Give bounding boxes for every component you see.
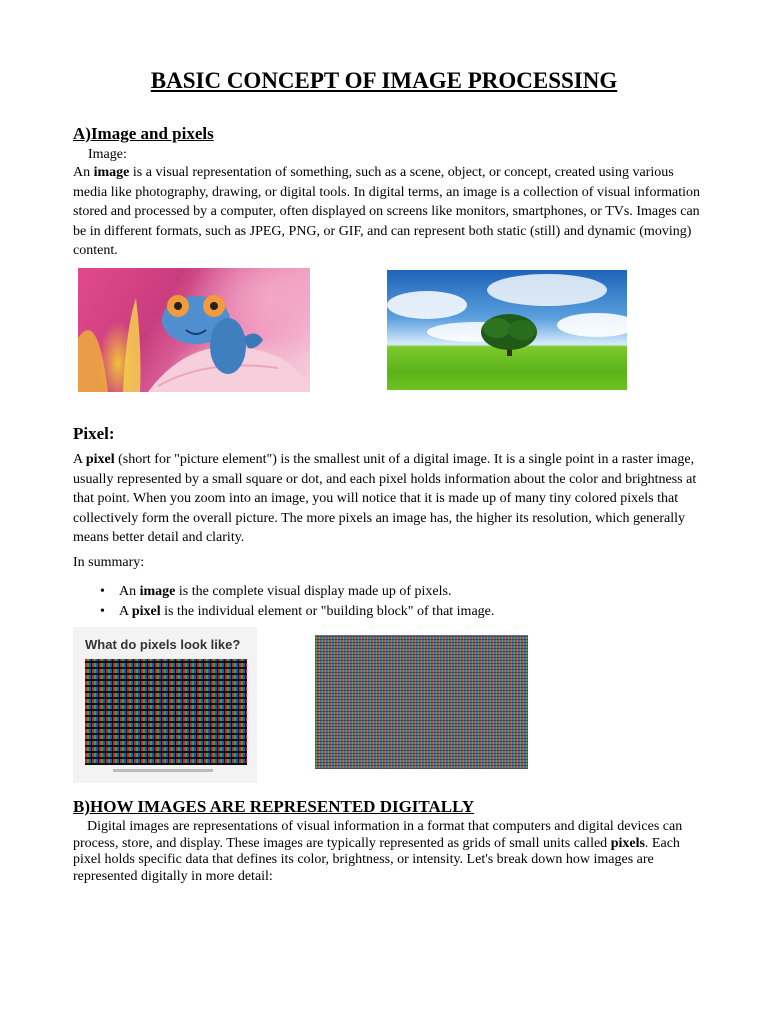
p2-bold-term: pixel xyxy=(85,452,115,467)
list-item xyxy=(100,582,494,602)
list-item xyxy=(100,602,494,622)
pixel-heading: Pixel: xyxy=(73,424,115,443)
bullet-2-rest: is the individual element or "building block" of that image. xyxy=(160,603,495,619)
tree-landscape-photo xyxy=(387,270,627,390)
section-a-heading: A)Image and pixels xyxy=(73,124,214,143)
p3-bold-term: pixels xyxy=(610,835,645,851)
bullet-2-bold: pixel xyxy=(131,603,161,619)
bullet-1-prefix: An xyxy=(119,584,140,599)
chameleon-photo xyxy=(78,268,310,392)
p3-prefix: Digital images are representations of visual information in a format that computers and digital devices can process, store, and display. These images are typically represented as grids of small units called xyxy=(73,819,683,851)
p1-prefix: An xyxy=(73,165,94,180)
pixels-diagram-figure xyxy=(73,627,257,783)
pixel-definition-paragraph xyxy=(73,450,703,548)
p2-prefix: A xyxy=(73,452,86,467)
summary-list xyxy=(100,582,494,621)
image-definition-paragraph xyxy=(73,163,703,261)
figure-footnote-line xyxy=(113,769,213,772)
section-b-heading: B)HOW IMAGES ARE REPRESENTED DIGITALLY xyxy=(73,797,475,816)
p2-rest: (short for "picture element") is the smallest unit of a digital image. It is a single point in a raster image, usually represented by a small square or dot, and each pixel holds information about the color and brightness at that point. When you zoom into an image, you will notice that it is made up of many tiny colored pixels that collectively form the overall picture. The more pixels an image has, the higher its resolution, which generally means better detail and clarity. xyxy=(73,452,697,545)
digital-representation-paragraph xyxy=(73,819,698,885)
p1-bold-term: image xyxy=(93,165,130,180)
bullet-2-prefix: A xyxy=(119,603,132,619)
image-label: Image: xyxy=(88,147,127,162)
bullet-1-rest: is the complete visual display made up of pixels. xyxy=(175,584,452,599)
zoomed-pixels-photo xyxy=(315,635,528,769)
summary-label: In summary: xyxy=(73,555,145,570)
p1-rest: is a visual representation of something, such as a scene, object, or concept, created using various media like photography, drawing, or digital tools. In digital terms, an image is a collection of visual information stored and processed by a computer, often displayed on screens like monitors, smartphones, or TVs. Images can be in different formats, such as JPEG, PNG, or GIF, and can represent both static (still) and dynamic (moving) content. xyxy=(73,165,701,258)
bullet-1-bold: image xyxy=(139,584,176,599)
rgb-subpixel-grid xyxy=(85,659,247,765)
page-title: BASIC CONCEPT OF IMAGE PROCESSING xyxy=(150,68,618,93)
pixels-figure-caption: What do pixels look like? xyxy=(85,637,241,652)
p3-rest: . Each pixel holds specific data that defines its color, brightness, or intensity. Let's break down how images are represented digitally in more detail: xyxy=(73,835,680,884)
